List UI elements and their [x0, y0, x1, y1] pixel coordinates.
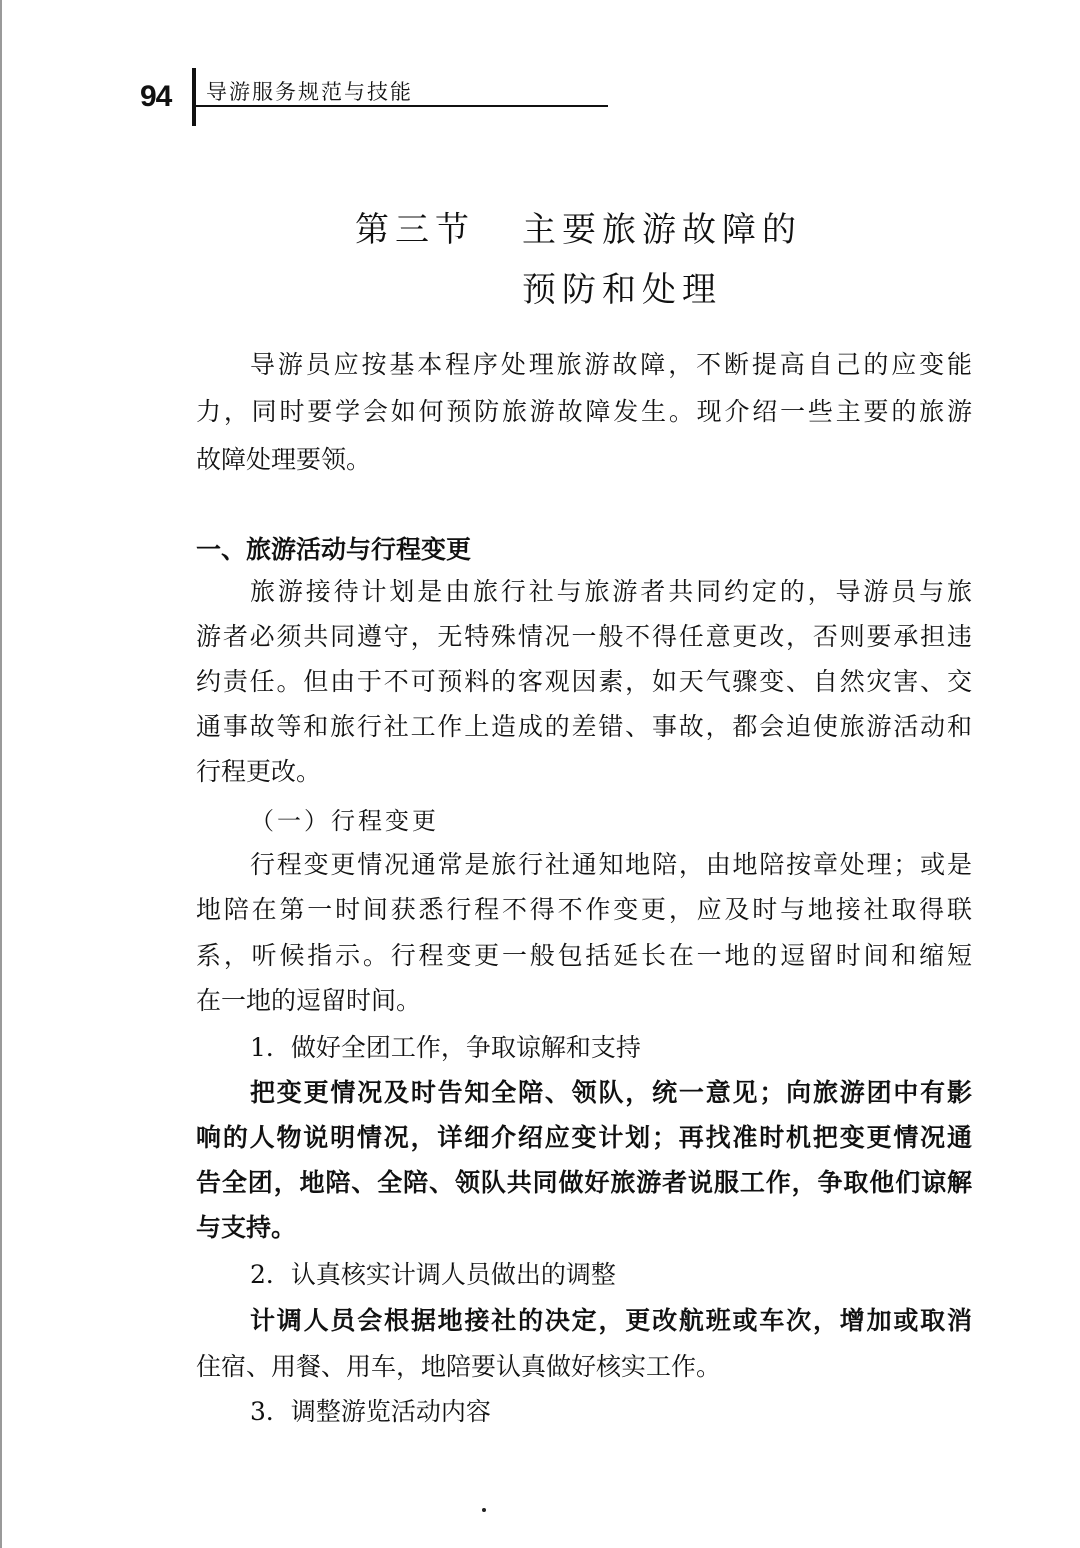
numbered-heading: 2．认真核实计调人员做出的调整	[250, 1260, 616, 1289]
paragraph-line: 力，同时要学会如何预防旅游故障发生。现介绍一些主要的旅游	[196, 397, 972, 426]
paragraph-line: 地陪在第一时间获悉行程不得不作变更，应及时与地接社取得联	[196, 895, 972, 924]
paragraph-line: 行程更改。	[196, 757, 322, 786]
section-title-line-1: 主要旅游故障的	[522, 210, 802, 250]
subheading: （一）行程变更	[250, 807, 439, 835]
paragraph-line: 在一地的逗留时间。	[196, 986, 422, 1015]
header-divider-vertical	[192, 68, 196, 126]
paragraph-line: 与支持。	[196, 1213, 297, 1242]
page-number: 94	[140, 80, 172, 113]
paragraph-line: 行程变更情况通常是旅行社通知地陪，由地陪按章处理；或是	[250, 850, 972, 879]
running-header	[140, 68, 610, 128]
numbered-heading: 1．做好全团工作，争取谅解和支持	[250, 1033, 641, 1062]
paragraph-line: 通事故等和旅行社工作上造成的差错、事故，都会迫使旅游活动和	[196, 712, 972, 741]
paragraph-line: 游者必须共同遵守，无特殊情况一般不得任意更改，否则要承担违	[196, 622, 972, 651]
paragraph-line: 约责任。但由于不可预料的客观因素，如天气骤变、自然灾害、交	[196, 667, 972, 696]
page-left-edge	[0, 0, 2, 1548]
paragraph-line: 导游员应按基本程序处理旅游故障，不断提高自己的应变能	[250, 350, 972, 379]
paragraph-line: 响的人物说明情况，详细介绍应变计划；再找准时机把变更情况通	[196, 1123, 972, 1152]
scan-speck	[482, 1508, 486, 1512]
heading-1: 一、旅游活动与行程变更	[196, 535, 472, 564]
paragraph-line: 旅游接待计划是由旅行社与旅游者共同约定的，导游员与旅	[250, 577, 972, 606]
paragraph-line: 住宿、用餐、用车，地陪要认真做好核实工作。	[196, 1352, 722, 1381]
header-rule	[196, 105, 608, 107]
section-title-line-2: 预防和处理	[522, 270, 722, 310]
paragraph-line: 把变更情况及时告知全陪、领队，统一意见；向旅游团中有影	[250, 1078, 972, 1107]
paragraph-line: 系，听候指示。行程变更一般包括延长在一地的逗留时间和缩短	[196, 941, 972, 970]
paragraph-line: 故障处理要领。	[196, 445, 372, 474]
paragraph-line: 计调人员会根据地接社的决定，更改航班或车次，增加或取消	[250, 1306, 972, 1335]
paragraph-line: 告全团，地陪、全陪、领队共同做好旅游者说服工作，争取他们谅解	[196, 1168, 972, 1197]
book-title: 导游服务规范与技能	[206, 80, 413, 104]
numbered-heading: 3．调整游览活动内容	[250, 1397, 491, 1426]
section-number: 第三节	[355, 210, 475, 250]
